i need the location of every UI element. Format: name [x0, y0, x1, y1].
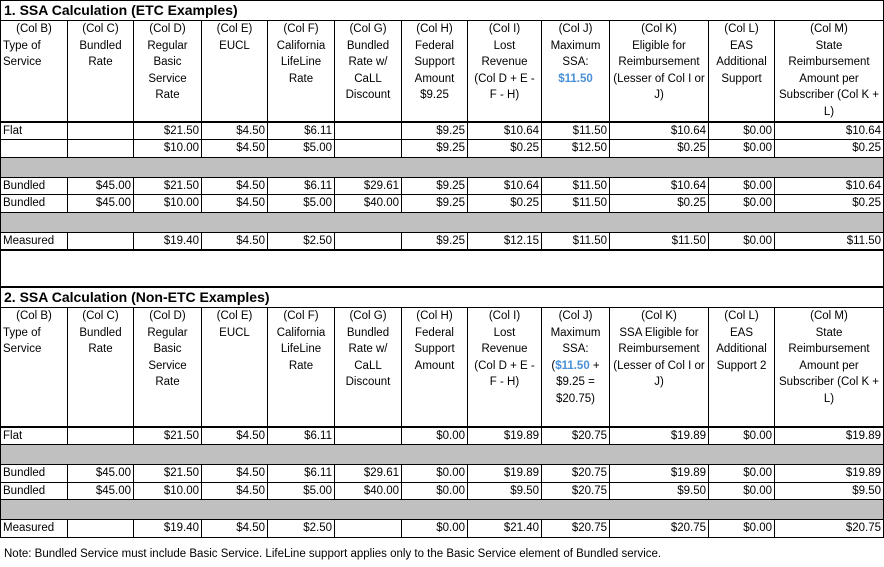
- column-code: (Col D): [134, 308, 202, 325]
- cell-j: $11.50: [542, 232, 610, 250]
- cell-i: $10.64: [468, 122, 542, 140]
- cell-j: $11.50: [542, 122, 610, 140]
- column-code: (Col B): [1, 308, 68, 325]
- column-code: (Col F): [268, 308, 335, 325]
- header-state-reimbursement: State Reimbursement Amount per Subscriber (Col K + L): [775, 325, 884, 427]
- cell-g: $40.00: [335, 195, 402, 213]
- column-code: (Col M): [775, 21, 884, 38]
- table-row: [1, 122, 884, 140]
- column-code: (Col E): [202, 21, 268, 38]
- cell-j: $20.75: [542, 465, 610, 483]
- cell-l: $0.00: [709, 465, 775, 483]
- header-eas-support: EAS Additional Support: [709, 38, 775, 122]
- header-regular-basic-rate: Regular Basic Service Rate: [134, 38, 202, 122]
- column-code: (Col J): [542, 21, 610, 38]
- cell-e: $4.50: [202, 482, 268, 500]
- column-code: (Col J): [542, 308, 610, 325]
- column-code: (Col G): [335, 21, 402, 38]
- header-bundled-call-rate: Bundled Rate w/ CaLL Discount: [335, 325, 402, 427]
- cell-m: $20.75: [775, 520, 884, 538]
- cell-h: $9.25: [402, 177, 468, 195]
- cell-e: $4.50: [202, 465, 268, 483]
- section1-title: 1. SSA Calculation (ETC Examples): [1, 1, 884, 21]
- section2-column-codes: [1, 308, 884, 325]
- table-row: [1, 232, 884, 250]
- cell-h: $0.00: [402, 465, 468, 483]
- cell-i: $0.25: [468, 140, 542, 158]
- cell-h: $9.25: [402, 122, 468, 140]
- table-row: [1, 177, 884, 195]
- cell-m: $19.89: [775, 465, 884, 483]
- cell-e: $4.50: [202, 177, 268, 195]
- cell-d: $10.00: [134, 195, 202, 213]
- cell-g: $29.61: [335, 465, 402, 483]
- header-bundled-rate: Bundled Rate: [68, 325, 134, 427]
- cell-g: $29.61: [335, 177, 402, 195]
- cell-f: $6.11: [268, 465, 335, 483]
- max-ssa-amount: $11.50: [558, 72, 593, 85]
- max-ssa-label: Maximum SSA: (: [550, 326, 601, 372]
- section2-title-row: [1, 287, 884, 308]
- cell-f: $5.00: [268, 140, 335, 158]
- header-federal-support: Federal Support Amount $9.25: [402, 38, 468, 122]
- cell-e: $4.50: [202, 122, 268, 140]
- section1-column-codes: [1, 21, 884, 38]
- header-maximum-ssa: [542, 38, 610, 122]
- column-code: (Col G): [335, 308, 402, 325]
- header-state-reimbursement: State Reimbursement Amount per Subscriber (Col K + L): [775, 38, 884, 122]
- cell-c: $45.00: [68, 465, 134, 483]
- cell-k: $9.50: [610, 482, 709, 500]
- cell-l: $0.00: [709, 195, 775, 213]
- section2-header-row: [1, 325, 884, 427]
- cell-d: $19.40: [134, 520, 202, 538]
- cell-j: $20.75: [542, 427, 610, 445]
- cell-c: [68, 122, 134, 140]
- section-spacer: [1, 250, 884, 287]
- cell-l: $0.00: [709, 177, 775, 195]
- cell-d: $10.00: [134, 140, 202, 158]
- cell-f: $5.00: [268, 195, 335, 213]
- column-code: (Col C): [68, 21, 134, 38]
- cell-k: $19.89: [610, 465, 709, 483]
- cell-l: $0.00: [709, 520, 775, 538]
- footnote: Note: Bundled Service must include Basic Service. LifeLine support applies only to the Basic Service element of Bundled service.: [4, 548, 662, 560]
- cell-type: Bundled: [1, 465, 68, 483]
- header-federal-support: Federal Support Amount: [402, 325, 468, 427]
- header-eucl: EUCL: [202, 325, 268, 427]
- cell-f: $2.50: [268, 520, 335, 538]
- column-code: (Col H): [402, 21, 468, 38]
- separator-row: [1, 212, 884, 232]
- cell-i: $12.15: [468, 232, 542, 250]
- cell-h: $0.00: [402, 482, 468, 500]
- cell-k: $10.64: [610, 177, 709, 195]
- cell-type: Measured: [1, 520, 68, 538]
- column-code: (Col F): [268, 21, 335, 38]
- cell-type: Flat: [1, 427, 68, 445]
- cell-e: $4.50: [202, 140, 268, 158]
- cell-e: $4.50: [202, 195, 268, 213]
- column-code: (Col D): [134, 21, 202, 38]
- cell-i: $0.25: [468, 195, 542, 213]
- cell-h: $9.25: [402, 232, 468, 250]
- header-type-of-service: Type of Service: [1, 38, 68, 122]
- cell-m: $10.64: [775, 122, 884, 140]
- separator-row: [1, 445, 884, 465]
- cell-k: $20.75: [610, 520, 709, 538]
- cell-l: $0.00: [709, 482, 775, 500]
- column-code: (Col E): [202, 308, 268, 325]
- cell-type: [1, 140, 68, 158]
- header-eligible-reimbursement: Eligible for Reimbursement (Lesser of Col I or J): [610, 38, 709, 122]
- cell-e: $4.50: [202, 232, 268, 250]
- cell-c: $45.00: [68, 177, 134, 195]
- cell-c: $45.00: [68, 195, 134, 213]
- cell-g: $40.00: [335, 482, 402, 500]
- cell-type: Flat: [1, 122, 68, 140]
- table-row: [1, 482, 884, 500]
- cell-k: $0.25: [610, 140, 709, 158]
- column-code: (Col L): [709, 21, 775, 38]
- separator-row: [1, 157, 884, 177]
- cell-m: $0.25: [775, 195, 884, 213]
- section1-title-row: [1, 1, 884, 21]
- cell-j: $20.75: [542, 482, 610, 500]
- cell-c: [68, 427, 134, 445]
- cell-l: $0.00: [709, 122, 775, 140]
- cell-c: [68, 140, 134, 158]
- cell-j: $12.50: [542, 140, 610, 158]
- cell-l: $0.00: [709, 140, 775, 158]
- column-code: (Col L): [709, 308, 775, 325]
- table-row: [1, 465, 884, 483]
- cell-k: $11.50: [610, 232, 709, 250]
- header-type-of-service: Type of Service: [1, 325, 68, 427]
- max-ssa-amount: $11.50: [555, 359, 590, 372]
- cell-k: $10.64: [610, 122, 709, 140]
- table-row: [1, 520, 884, 538]
- cell-m: $10.64: [775, 177, 884, 195]
- cell-f: $2.50: [268, 232, 335, 250]
- header-lifeline-rate: California LifeLine Rate: [268, 325, 335, 427]
- cell-f: $6.11: [268, 427, 335, 445]
- cell-m: $11.50: [775, 232, 884, 250]
- cell-h: $0.00: [402, 520, 468, 538]
- section1-header-row: [1, 38, 884, 122]
- cell-i: $21.40: [468, 520, 542, 538]
- column-code: (Col I): [468, 21, 542, 38]
- table-row: [1, 427, 884, 445]
- header-eligible-reimbursement: SSA Eligible for Reimbursement (Lesser of Col I or J): [610, 325, 709, 427]
- cell-h: $9.25: [402, 140, 468, 158]
- cell-c: $45.00: [68, 482, 134, 500]
- cell-d: $21.50: [134, 122, 202, 140]
- cell-g: [335, 520, 402, 538]
- cell-f: $5.00: [268, 482, 335, 500]
- cell-l: $0.00: [709, 232, 775, 250]
- header-lifeline-rate: California LifeLine Rate: [268, 38, 335, 122]
- cell-g: [335, 427, 402, 445]
- cell-type: Bundled: [1, 195, 68, 213]
- cell-j: $11.50: [542, 177, 610, 195]
- table-row: [1, 195, 884, 213]
- cell-d: $19.40: [134, 232, 202, 250]
- column-code: (Col M): [775, 308, 884, 325]
- cell-type: Bundled: [1, 177, 68, 195]
- cell-d: $10.00: [134, 482, 202, 500]
- cell-j: $11.50: [542, 195, 610, 213]
- column-code: (Col C): [68, 308, 134, 325]
- cell-i: $19.89: [468, 427, 542, 445]
- cell-j: $20.75: [542, 520, 610, 538]
- cell-g: [335, 122, 402, 140]
- separator-row: [1, 500, 884, 520]
- section2-title: 2. SSA Calculation (Non-ETC Examples): [1, 287, 884, 308]
- cell-l: $0.00: [709, 427, 775, 445]
- cell-k: $19.89: [610, 427, 709, 445]
- cell-type: Bundled: [1, 482, 68, 500]
- cell-f: $6.11: [268, 122, 335, 140]
- cell-g: [335, 232, 402, 250]
- column-code: (Col K): [610, 308, 709, 325]
- header-eucl: EUCL: [202, 38, 268, 122]
- header-lost-revenue: Lost Revenue (Col D + E - F - H): [468, 325, 542, 427]
- cell-e: $4.50: [202, 427, 268, 445]
- max-ssa-formula: + $9.25 = $20.75): [555, 359, 600, 405]
- cell-m: $9.50: [775, 482, 884, 500]
- cell-d: $21.50: [134, 427, 202, 445]
- header-lost-revenue: Lost Revenue (Col D + E - F - H): [468, 38, 542, 122]
- cell-h: $9.25: [402, 195, 468, 213]
- cell-e: $4.50: [202, 520, 268, 538]
- column-code: (Col H): [402, 308, 468, 325]
- header-regular-basic-rate: Regular Basic Service Rate: [134, 325, 202, 427]
- cell-d: $21.50: [134, 177, 202, 195]
- cell-h: $0.00: [402, 427, 468, 445]
- cell-c: [68, 232, 134, 250]
- cell-m: $0.25: [775, 140, 884, 158]
- cell-m: $19.89: [775, 427, 884, 445]
- cell-g: [335, 140, 402, 158]
- header-eas-support: EAS Additional Support 2: [709, 325, 775, 427]
- header-maximum-ssa: [542, 325, 610, 427]
- cell-c: [68, 520, 134, 538]
- cell-i: $10.64: [468, 177, 542, 195]
- header-bundled-call-rate: Bundled Rate w/ CaLL Discount: [335, 38, 402, 122]
- cell-d: $21.50: [134, 465, 202, 483]
- column-code: (Col I): [468, 308, 542, 325]
- header-bundled-rate: Bundled Rate: [68, 38, 134, 122]
- cell-type: Measured: [1, 232, 68, 250]
- cell-i: $9.50: [468, 482, 542, 500]
- column-code: (Col B): [1, 21, 68, 38]
- max-ssa-label: Maximum SSA:: [550, 39, 601, 68]
- column-code: (Col K): [610, 21, 709, 38]
- cell-k: $0.25: [610, 195, 709, 213]
- cell-i: $19.89: [468, 465, 542, 483]
- table-row: [1, 140, 884, 158]
- cell-f: $6.11: [268, 177, 335, 195]
